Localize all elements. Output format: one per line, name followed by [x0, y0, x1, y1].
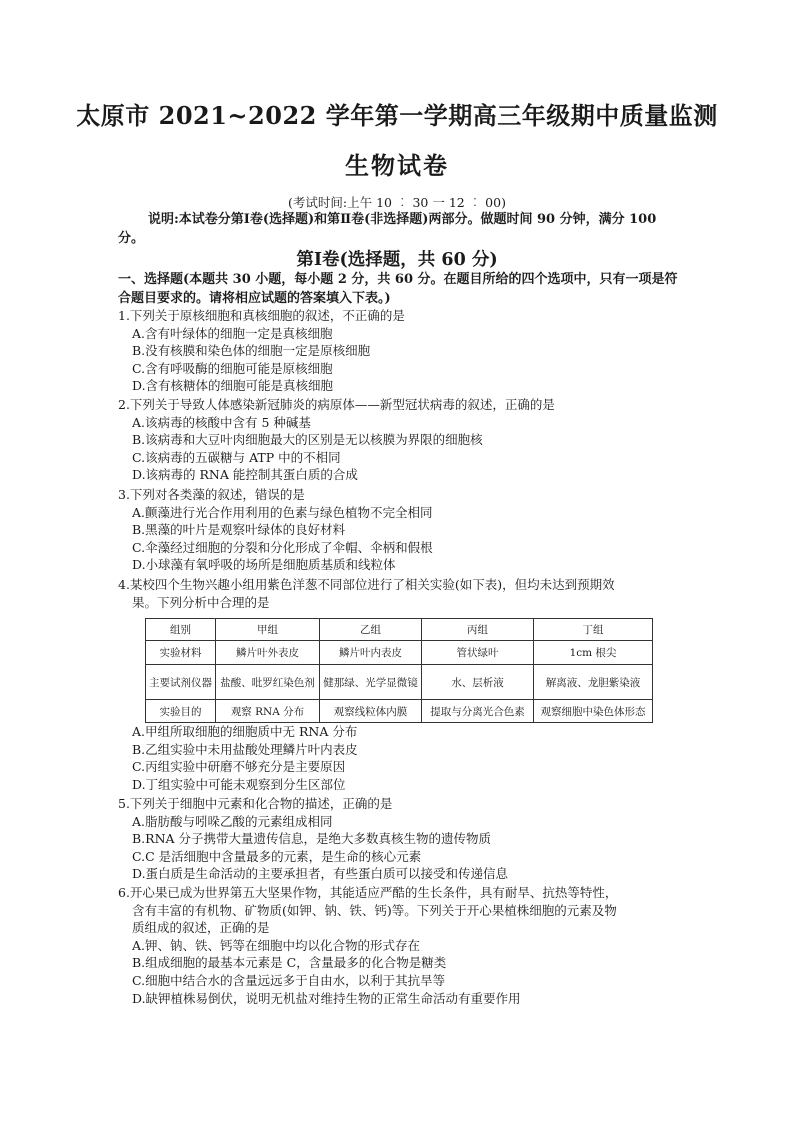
- table-cell: 观察线粒体内膜: [320, 700, 422, 723]
- option-d: D.含有核糖体的细胞可能是真核细胞: [132, 378, 334, 394]
- question-stem: 5.下列关于细胞中元素和化合物的描述，正确的是: [118, 796, 393, 811]
- option-c: C.C 是活细胞中含量最多的元素，是生命的核心元素: [132, 848, 422, 864]
- table-cell: 组别: [146, 619, 216, 641]
- option-d: D.丁组实验中可能未观察到分生区部位: [132, 776, 346, 792]
- question-3: [118, 486, 680, 574]
- table-cell: 水、层析液: [422, 665, 534, 700]
- exam-title: 太原市 2021~2022 学年第一学期高三年级期中质量监测: [76, 101, 718, 130]
- table-cell: 实验目的: [146, 700, 216, 723]
- option-d: D.该病毒的 RNA 能控制其蛋白质的合成: [132, 467, 358, 483]
- question-stem-continued: 质组成的叙述，正确的是: [132, 920, 270, 936]
- option-c: C.细胞中结合水的含量远远多于自由水，以利于其抗旱等: [132, 972, 446, 988]
- question-6: [118, 884, 680, 1007]
- option-d: D.蛋白质是生命活动的主要承担者，有些蛋白质可以接受和传递信息: [132, 866, 509, 882]
- option-c: C.含有呼吸酶的细胞可能是原核细胞: [132, 360, 333, 376]
- question-4-options: [118, 723, 680, 793]
- section-instructions: 一、选择题(本题共 30 小题，每小题 2 分，共 60 分。在题目所给的四个选项中，只有一项是符合题目要求的。请将相应试题的答案填入下表。): [118, 272, 678, 306]
- table-cell: 健那绿、光学显微镜: [320, 665, 422, 700]
- option-b: B.组成细胞的最基本元素是 C，含量最多的化合物是糖类: [132, 955, 447, 971]
- table-row: [146, 700, 653, 723]
- option-a: A.含有叶绿体的细胞一定是真核细胞: [132, 325, 333, 341]
- table-cell: 主要试剂仪器: [146, 665, 216, 700]
- question-5: [118, 795, 680, 883]
- table-row: [146, 619, 653, 641]
- experiment-table: [145, 618, 653, 723]
- table-cell: 丙组: [422, 619, 534, 641]
- question-stem: 2.下列关于导致人体感染新冠肺炎的病原体——新型冠状病毒的叙述，正确的是: [118, 397, 555, 412]
- table-cell: 鳞片叶外表皮: [216, 641, 320, 665]
- option-b: B.该病毒和大豆叶肉细胞最大的区别是无以核膜为界限的细胞核: [132, 432, 483, 448]
- option-a: A.该病毒的核酸中含有 5 种碱基: [132, 414, 311, 430]
- question-2: [118, 396, 680, 484]
- question-stem: 3.下列对各类藻的叙述，错误的是: [118, 487, 305, 502]
- question-4: [118, 576, 680, 611]
- table-cell: 乙组: [320, 619, 422, 641]
- question-stem: 6.开心果已成为世界第五大坚果作物，其能适应严酷的生长条件，具有耐旱、抗热等特性，: [118, 885, 618, 900]
- option-c: C.丙组实验中研磨不够充分是主要原因: [132, 759, 346, 775]
- question-stem: 4.某校四个生物兴趣小组用紫色洋葱不同部位进行了相关实验(如下表)，但均未达到预期效: [118, 577, 615, 592]
- table-cell: 管状绿叶: [422, 641, 534, 665]
- question-stem-continued: 含有丰富的有机物、矿物质(如钾、钠、铁、钙)等。下列关于开心果植株细胞的元素及物: [132, 902, 617, 918]
- option-b: B.RNA 分子携带大量遗传信息，是绝大多数真核生物的遗传物质: [132, 831, 492, 847]
- table-cell: 观察细胞中染色体形态: [534, 700, 653, 723]
- option-b: B.乙组实验中未用盐酸处理鳞片叶内表皮: [132, 741, 358, 757]
- table-row: [146, 665, 653, 700]
- table-cell: 解离液、龙胆紫染液: [534, 665, 653, 700]
- table-cell: 盐酸、吡罗红染色剂: [216, 665, 320, 700]
- option-d: D.缺钾植株易倒伏，说明无机盐对维持生物的正常生命活动有重要作用: [132, 990, 521, 1006]
- table-cell: 丁组: [534, 619, 653, 641]
- exam-time: (考试时间:上午 10 ︰ 30 一 12 ︰ 00): [288, 195, 506, 210]
- question-stem: 1.下列关于原核细胞和真核细胞的叙述，不正确的是: [118, 308, 405, 323]
- option-b: B.没有核膜和染色体的细胞一定是原核细胞: [132, 343, 371, 359]
- table-row: [146, 641, 653, 665]
- option-a: A.脂肪酸与吲哚乙酸的元素组成相同: [132, 813, 333, 829]
- option-a: A.钾、钠、铁、钙等在细胞中均以化合物的形式存在: [132, 937, 421, 953]
- table-cell: 提取与分离光合色素: [422, 700, 534, 723]
- question-stem-continued: 果。下列分析中合理的是: [132, 594, 270, 610]
- option-d: D.小球藻有氧呼吸的场所是细胞质基质和线粒体: [132, 557, 396, 573]
- table-cell: 观察 RNA 分布: [216, 700, 320, 723]
- table-cell: 1cm 根尖: [534, 641, 653, 665]
- option-c: C.该病毒的五碳糖与 ATP 中的不相同: [132, 449, 341, 465]
- option-a: A.甲组所取细胞的细胞质中无 RNA 分布: [132, 724, 358, 739]
- option-b: B.黑藻的叶片是观察叶绿体的良好材料: [132, 522, 346, 538]
- table-cell: 鳞片叶内表皮: [320, 641, 422, 665]
- table-cell: 实验材料: [146, 641, 216, 665]
- question-1: [118, 307, 680, 395]
- option-c: C.伞藻经过细胞的分裂和分化形成了伞帽、伞柄和假根: [132, 539, 433, 555]
- option-a: A.颤藻进行光合作用利用的色素与绿色植物不完全相同: [132, 504, 433, 520]
- section-title: 第Ⅰ卷(选择题，共 60 分): [296, 250, 498, 270]
- exam-note: 说明:本试卷分第Ⅰ卷(选择题)和第Ⅱ卷(非选择题)两部分。做题时间 90 分钟，满分 100 分。: [118, 212, 657, 246]
- table-cell: 甲组: [216, 619, 320, 641]
- subject-title: 生物试卷: [345, 151, 449, 180]
